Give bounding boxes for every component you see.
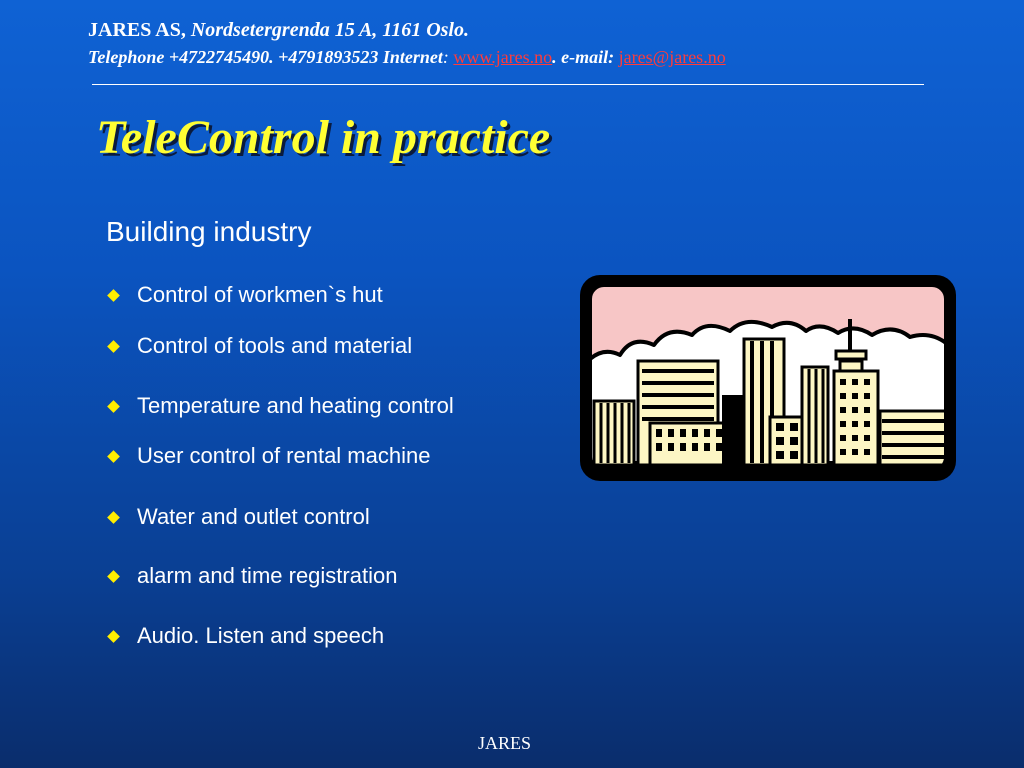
email-link[interactable]: jares@jares.no: [618, 47, 726, 67]
bullet-item: [104, 563, 397, 589]
slide-footer: JARES: [477, 733, 531, 753]
contact-colon: :: [442, 47, 454, 67]
diamond-bullet-icon: [107, 570, 120, 583]
bullet-text: Temperature and heating control: [137, 393, 454, 418]
contact-phone-text: Telephone +4722745490. +4791893523 Internet: [88, 47, 443, 67]
diamond-bullet-icon: [107, 511, 120, 524]
slide-header: [88, 16, 928, 70]
diamond-bullet-icon: [107, 630, 120, 643]
diamond-bullet-icon: [107, 450, 120, 463]
city-skyline-clipart: [580, 275, 956, 481]
header-divider: [92, 84, 924, 85]
diamond-bullet-icon: [107, 289, 120, 302]
email-label: . e-mail:: [552, 47, 619, 67]
slide-subtitle: Building industry: [106, 216, 312, 247]
bullet-text: Control of tools and material: [137, 333, 413, 358]
header-contact-line: [88, 44, 928, 70]
company-name: JARES AS,: [88, 19, 186, 41]
bullet-item: [104, 282, 383, 308]
bullet-text: User control of rental machine: [137, 443, 431, 468]
bullet-text: Control of workmen`s hut: [137, 282, 383, 307]
diamond-bullet-icon: [107, 400, 120, 413]
bullet-item: [104, 504, 370, 530]
diamond-bullet-icon: [107, 340, 120, 353]
bullet-item: [104, 333, 412, 359]
bullet-item: [104, 393, 454, 419]
website-link[interactable]: www.jares.no: [453, 47, 553, 67]
bullet-text: Water and outlet control: [137, 504, 370, 529]
company-address: Nordsetergrenda 15 A, 1161 Oslo.: [185, 19, 469, 41]
header-company-line: [88, 16, 928, 44]
bullet-item: [104, 443, 430, 469]
bullet-text: Audio. Listen and speech: [137, 623, 385, 648]
bullet-item: [104, 623, 384, 649]
slide-title: TeleControl in practice: [96, 111, 551, 164]
bullet-text: alarm and time registration: [137, 563, 398, 588]
